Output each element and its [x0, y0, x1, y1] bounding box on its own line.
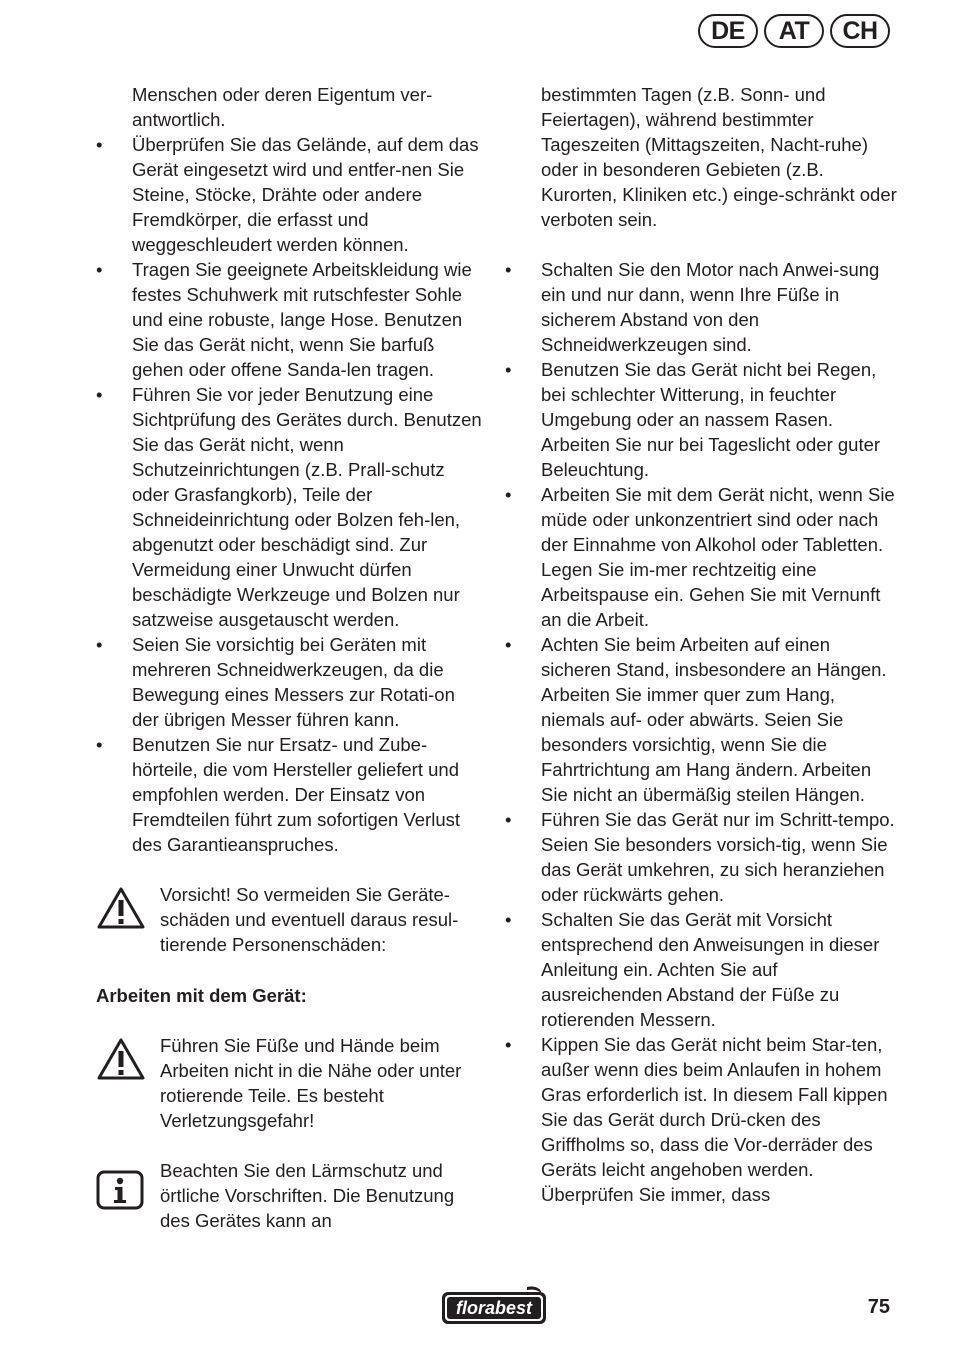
caution-notice [96, 882, 486, 957]
list-item-text: Seien Sie vorsichtig bei Geräten mit mehreren Schneidwerkzeugen, da die Bewegung eines Messers zur Rotati-on der übrigen Messer führen kann. [132, 634, 455, 730]
language-badges [698, 14, 890, 48]
list-item-text: Kippen Sie das Gerät nicht beim Star-ten, außer wenn dies beim Anlaufen in hohem Gras erforderlich ist. In diesem Fall kippen Sie das Gerät durch Drü-cken des Griffholms so, dass die Vor-derräder des Geräts leicht angehoben werden. Überprüfen Sie immer, dass [541, 1034, 888, 1205]
list-item-text: Schalten Sie den Motor nach Anwei-sung ein und nur dann, wenn Ihre Füße in sicherem Abstand von den Schneidwerkzeugen sind. [541, 259, 880, 355]
list-item [96, 732, 486, 857]
caution-text: Vorsicht! So vermeiden Sie Geräte-schäden und eventuell daraus resul-tierende Personenschäden: [160, 884, 459, 955]
paragraph-continuation: bestimmten Tagen (z.B. Sonn- und Feiertagen), während bestimmter Tageszeiten (Mittagszeiten, Nacht-ruhe) oder in besonderen Gebieten (z.B. Kurorten, Kliniken etc.) einge-schränkt oder verboten sein. [541, 84, 897, 230]
bullet: • [96, 134, 103, 155]
list-item [96, 257, 486, 382]
left-column [96, 82, 486, 1233]
section-heading: Arbeiten mit dem Gerät: [96, 985, 307, 1006]
list-item-text: Führen Sie das Gerät nur im Schritt-tempo. Seien Sie besonders vorsich-tig, wenn Sie das Gerät umkehren, zu sich heranziehen oder rückwärts gehen. [541, 809, 895, 905]
list-item-text: Überprüfen Sie das Gelände, auf dem das Gerät eingesetzt wird und entfer-nen Sie Steine, Stöcke, Drähte oder andere Fremdkörper, die erfasst und weggeschleudert werden können. [132, 134, 479, 255]
list-item-text: Führen Sie vor jeder Benutzung eine Sichtprüfung des Gerätes durch. Benutzen Sie das Gerät nicht, wenn Schutzeinrichtungen (z.B. Prall-schutz oder Grasfangkorb), Teile der Schneideinrichtung oder Bolzen feh-len, abgenutzt oder beschädigt sind. Zur Vermeidung einer Unwucht dürfen beschädigte Werkzeuge und Bolzen nur satzweise ausgetauscht werden. [132, 384, 482, 630]
lang-badge-ch: CH [830, 14, 890, 48]
list-item-text: Benutzen Sie nur Ersatz- und Zube-hörteile, die vom Hersteller geliefert und empfohlen werden. Der Einsatz von Fremdteilen führt zum sofortigen Verlust des Garantieanspruches. [132, 734, 461, 855]
info-notice [96, 1158, 486, 1233]
brand-logo-text: florabest [455, 1298, 533, 1318]
bullet: • [505, 359, 512, 380]
right-column [505, 82, 897, 1207]
list-item [505, 482, 897, 632]
warning-notice [96, 1033, 486, 1133]
lang-badge-at: AT [764, 14, 824, 48]
info-icon [96, 1158, 160, 1233]
bullet: • [505, 484, 512, 505]
bullet: • [96, 384, 103, 405]
bullet: • [505, 809, 512, 830]
list-item-text: Achten Sie beim Arbeiten auf einen sicheren Stand, insbesondere an Hängen. Arbeiten Sie immer quer zum Hang, niemals auf- oder abwärts. Seien Sie besonders vorsichtig, wenn Sie die Fahrtrichtung am Hang ändern. Arbeiten Sie nicht an übermäßig steilen Hängen. [541, 634, 887, 805]
warning-triangle-icon [96, 882, 160, 957]
list-item [505, 632, 897, 807]
list-item-text: Tragen Sie geeignete Arbeitskleidung wie festes Schuhwerk mit rutschfester Sohle und eine robuste, lange Hose. Benutzen Sie das Gerät nicht, wenn Sie barfuß gehen oder offene Sanda-len tragen. [132, 259, 472, 380]
bullet: • [96, 634, 103, 655]
bullet: • [96, 259, 103, 280]
bullet: • [505, 259, 512, 280]
list-item [505, 357, 897, 482]
paragraph-continuation: Menschen oder deren Eigentum ver-antwortlich. [132, 84, 433, 130]
lang-badge-de: DE [698, 14, 758, 48]
bullet: • [505, 1034, 512, 1055]
bullet: • [505, 909, 512, 930]
list-item [505, 257, 897, 357]
brand-logo [439, 1283, 549, 1327]
bullet: • [505, 634, 512, 655]
page-number: 75 [867, 1296, 890, 1318]
bullet: • [96, 734, 103, 755]
warning-text: Führen Sie Füße und Hände beim Arbeiten nicht in die Nähe oder unter rotierende Teile. Es besteht Verletzungsgefahr! [160, 1035, 462, 1131]
list-item-text: Schalten Sie das Gerät mit Vorsicht entsprechend den Anweisungen in dieser Anleitung ein. Achten Sie auf ausreichenden Abstand der Füße zu rotierenden Messern. [541, 909, 880, 1030]
list-item [96, 632, 486, 732]
info-text: Beachten Sie den Lärmschutz und örtliche Vorschriften. Die Benutzung des Gerätes kann an [160, 1160, 455, 1231]
list-item [505, 1032, 897, 1207]
list-item [96, 132, 486, 257]
list-item [96, 382, 486, 632]
spacer [505, 232, 897, 257]
list-item [505, 807, 897, 907]
list-item [505, 907, 897, 1032]
list-item-text: Benutzen Sie das Gerät nicht bei Regen, bei schlechter Witterung, in feuchter Umgebung oder an nassem Rasen. Arbeiten Sie nur bei Tageslicht oder guter Beleuchtung. [541, 359, 881, 480]
warning-triangle-icon [96, 1033, 160, 1133]
list-item-text: Arbeiten Sie mit dem Gerät nicht, wenn Sie müde oder unkonzentriert sind oder nach der Einnahme von Alkohol oder Tabletten. Legen Sie im-mer rechtzeitig eine Arbeitspause ein. Gehen Sie mit Vernunft an die Arbeit. [541, 484, 895, 630]
